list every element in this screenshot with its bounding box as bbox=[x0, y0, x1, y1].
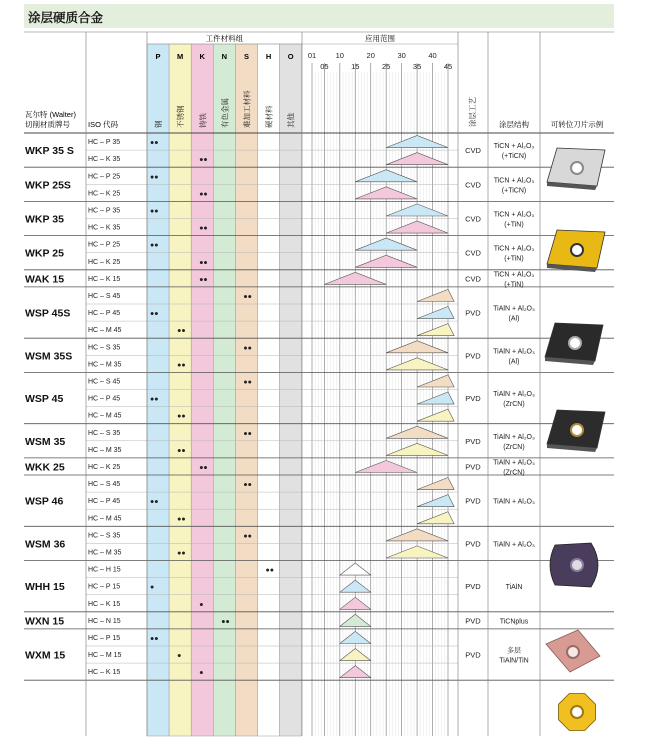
iso-code: HC – H 15 bbox=[88, 566, 121, 574]
material-letter-S: S bbox=[243, 52, 249, 61]
material-column-P bbox=[147, 44, 169, 736]
iso-code: HC – M 15 bbox=[88, 652, 122, 660]
material-name-M: 不锈钢 bbox=[176, 105, 186, 128]
coating-process: PVD bbox=[465, 539, 481, 549]
grade-name: WKP 25 bbox=[25, 247, 64, 260]
material-column-H bbox=[258, 44, 280, 736]
application-range-band bbox=[340, 631, 371, 643]
coating-process: PVD bbox=[465, 582, 481, 592]
suitability-dot: ●● bbox=[199, 156, 208, 164]
iso-code: HC – S 45 bbox=[88, 292, 121, 300]
grade-name: WAK 15 bbox=[25, 273, 65, 286]
coating-structure: (Al) bbox=[508, 315, 520, 323]
coating-structure: TiAlN + Al₂O₃ bbox=[493, 459, 535, 467]
suitability-dot: ●● bbox=[177, 549, 186, 557]
iso-code: HC – P 45 bbox=[88, 395, 121, 403]
coating-structure: TiCN + Al₂O₃ bbox=[493, 271, 535, 279]
iso-code: HC – M 45 bbox=[88, 412, 122, 420]
suitability-dot: ●● bbox=[199, 190, 208, 198]
suitability-dot: ●● bbox=[265, 567, 274, 575]
insert-pink-square-icon bbox=[546, 630, 600, 672]
grade-name: WSM 35S bbox=[25, 350, 73, 363]
coating-structure: TiAlN + Al₂O₃ bbox=[493, 498, 535, 506]
iso-code: HC – S 45 bbox=[88, 378, 121, 386]
iso-code: HC – K 15 bbox=[88, 600, 121, 608]
iso-code: HC – S 35 bbox=[88, 532, 121, 540]
coating-process: CVD bbox=[465, 214, 481, 224]
grade-name: WKP 35 bbox=[25, 213, 64, 226]
grade-name: WSM 35 bbox=[25, 435, 66, 448]
coating-structure: (+TiCN) bbox=[501, 187, 527, 195]
material-letter-O: O bbox=[287, 52, 294, 61]
coating-process: CVD bbox=[465, 248, 481, 258]
suitability-dot: ●● bbox=[150, 139, 159, 147]
coating-process: PVD bbox=[465, 650, 481, 660]
suitability-dot: ●● bbox=[150, 498, 159, 506]
suitability-dot: ●● bbox=[150, 310, 159, 318]
material-name-H: 硬材料 bbox=[264, 105, 274, 128]
iso-code: HC – K 35 bbox=[88, 156, 121, 164]
iso-code: HC – M 45 bbox=[88, 515, 122, 523]
scale-label-bottom: 35 bbox=[412, 62, 422, 71]
insert-purple-round-icon bbox=[550, 543, 598, 587]
suitability-dot: ●● bbox=[177, 361, 186, 369]
coating-process: PVD bbox=[465, 394, 481, 404]
material-letter-K: K bbox=[199, 52, 205, 61]
scale-label-top: 20 bbox=[366, 51, 375, 60]
grade-name: WSP 45 bbox=[25, 393, 64, 406]
coating-process: PVD bbox=[465, 308, 481, 318]
iso-code: HC – M 45 bbox=[88, 327, 122, 335]
coating-process: PVD bbox=[465, 351, 481, 361]
scale-label-bottom: 05 bbox=[320, 62, 329, 71]
coating-structure: (+TiCN) bbox=[501, 153, 527, 161]
scale-label-top: 10 bbox=[335, 51, 344, 60]
suitability-dot: ●● bbox=[243, 378, 252, 386]
iso-code: HC – K 25 bbox=[88, 463, 121, 471]
insert-black-bronze-icon-part bbox=[571, 424, 583, 436]
iso-code: HC – P 45 bbox=[88, 310, 121, 318]
coating-process: PVD bbox=[465, 496, 481, 506]
iso-code: HC – P 25 bbox=[88, 241, 121, 249]
coating-structure: TiAlN + Al₂O₃ bbox=[493, 391, 535, 399]
suitability-dot: ●● bbox=[199, 464, 208, 472]
coating-structure: (ZrCN) bbox=[503, 443, 525, 451]
iso-code: HC – M 35 bbox=[88, 361, 122, 369]
material-letter-M: M bbox=[177, 52, 184, 61]
scale-label-top: 40 bbox=[428, 51, 437, 60]
material-column-N bbox=[213, 44, 235, 736]
iso-code: HC – P 35 bbox=[88, 207, 121, 215]
page-title: 涂层硬质合金 bbox=[28, 11, 104, 25]
application-range-band bbox=[340, 580, 371, 592]
grade-name: WSM 36 bbox=[25, 538, 66, 551]
material-letter-N: N bbox=[221, 52, 228, 61]
material-column-S bbox=[235, 44, 257, 736]
application-range-band bbox=[340, 563, 371, 575]
insert-black-bronze-icon bbox=[547, 410, 605, 452]
iso-code: HC – P 45 bbox=[88, 498, 121, 506]
coating-structure: TiAlN + Al₂O₃ bbox=[493, 433, 535, 441]
iso-code: HC – S 35 bbox=[88, 344, 121, 352]
material-name-N: 有色金属 bbox=[220, 98, 230, 128]
material-name-P: 钢 bbox=[154, 120, 164, 128]
suitability-dot: ●● bbox=[150, 207, 159, 215]
insert-gold-rhombic-icon bbox=[547, 230, 605, 272]
material-letter-P: P bbox=[155, 52, 161, 61]
coating-process: PVD bbox=[465, 436, 481, 446]
material-column-M bbox=[169, 44, 191, 736]
coating-structure: TiCNplus bbox=[499, 618, 529, 626]
scale-label-top: 30 bbox=[397, 51, 406, 60]
material-name-K: 铸铁 bbox=[198, 113, 208, 128]
suitability-dot: ●● bbox=[177, 447, 186, 455]
scale-label-bottom: 25 bbox=[382, 62, 391, 71]
suitability-dot: ●● bbox=[243, 532, 252, 540]
suitability-dot: ●● bbox=[243, 293, 252, 301]
header-iso-label: ISO 代码 bbox=[88, 120, 119, 129]
coating-structure: (ZrCN) bbox=[503, 401, 525, 409]
grade-name: WKP 25S bbox=[25, 179, 71, 192]
scale-label-bottom: 45 bbox=[443, 62, 453, 71]
iso-code: HC – K 25 bbox=[88, 258, 121, 266]
coating-structure: TiAlN + Al₂O₃ bbox=[493, 305, 535, 313]
coating-structure: (+TiN) bbox=[504, 281, 524, 289]
coating-process: PVD bbox=[465, 462, 481, 472]
suitability-dot: ● bbox=[150, 584, 155, 592]
iso-code: HC – P 25 bbox=[88, 173, 121, 181]
insert-purple-round-icon-part bbox=[571, 559, 583, 571]
insert-gold-octagon-icon bbox=[559, 694, 596, 731]
insert-grey-rhombic-icon-part bbox=[571, 162, 583, 174]
coating-structure: TiAlN bbox=[505, 584, 523, 592]
grade-name: WHH 15 bbox=[25, 581, 65, 594]
material-name-O: 其他 bbox=[286, 113, 296, 128]
grade-name: WXN 15 bbox=[25, 615, 65, 628]
iso-code: HC – K 15 bbox=[88, 669, 121, 677]
application-range-band bbox=[340, 614, 371, 626]
insert-pink-square-icon-part bbox=[567, 646, 579, 658]
suitability-dot: ●● bbox=[150, 173, 159, 181]
coating-structure: (ZrCN) bbox=[503, 469, 525, 477]
iso-code: HC – M 35 bbox=[88, 549, 122, 557]
suitability-dot: ●● bbox=[150, 635, 159, 643]
iso-code: HC – N 15 bbox=[88, 617, 121, 625]
grade-name: WSP 46 bbox=[25, 495, 64, 508]
insert-black-rhombic-icon bbox=[545, 323, 603, 365]
coating-structure: TiCN + Al₂O₃ bbox=[493, 177, 535, 185]
material-letter-H: H bbox=[265, 52, 272, 61]
suitability-dot: ● bbox=[177, 652, 182, 660]
grade-name: WSP 45S bbox=[25, 307, 71, 320]
suitability-dot: ●● bbox=[150, 396, 159, 404]
material-name-S: 难加工材料 bbox=[242, 90, 252, 128]
header-coating-structure: 涂层结构 bbox=[499, 120, 529, 129]
iso-code: HC – M 35 bbox=[88, 446, 122, 454]
insert-gold-rhombic-icon-part bbox=[571, 244, 583, 256]
suitability-dot: ●● bbox=[177, 413, 186, 421]
coating-structure: 多层 bbox=[507, 647, 521, 655]
coating-structure: TiCN + Al₂O₃ bbox=[493, 245, 535, 253]
suitability-dot: ●● bbox=[177, 515, 186, 523]
scale-label-bottom: 15 bbox=[351, 62, 360, 71]
iso-code: HC – K 15 bbox=[88, 275, 121, 283]
suitability-dot: ●● bbox=[221, 618, 230, 626]
suitability-dot: ●● bbox=[199, 276, 208, 284]
material-column-O bbox=[280, 44, 302, 736]
application-range-band bbox=[340, 649, 371, 661]
header-application-range: 应用范围 bbox=[365, 34, 395, 43]
insert-black-rhombic-icon-part bbox=[569, 337, 581, 349]
iso-code: HC – S 45 bbox=[88, 481, 121, 489]
coating-process: CVD bbox=[465, 180, 481, 190]
iso-code: HC – K 35 bbox=[88, 224, 121, 232]
iso-code: HC – K 25 bbox=[88, 190, 121, 198]
suitability-dot: ●● bbox=[243, 344, 252, 352]
coating-process: CVD bbox=[465, 274, 481, 284]
material-column-K bbox=[191, 44, 213, 736]
coating-structure: (+TiN) bbox=[504, 221, 524, 229]
application-range-band bbox=[340, 666, 371, 678]
coating-process: PVD bbox=[465, 616, 481, 626]
header-insert-example: 可转位刀片示例 bbox=[550, 120, 604, 129]
coating-structure: (Al) bbox=[508, 358, 520, 366]
coating-process: CVD bbox=[465, 146, 481, 156]
iso-code: HC – P 15 bbox=[88, 583, 121, 591]
header-grade-label-2: 切削材质牌号 bbox=[25, 120, 70, 129]
suitability-dot: ● bbox=[199, 601, 204, 609]
scale-label-top: 01 bbox=[307, 51, 317, 60]
grade-name: WKP 35 S bbox=[25, 145, 74, 158]
suitability-dot: ●● bbox=[150, 242, 159, 250]
suitability-dot: ●● bbox=[199, 259, 208, 267]
suitability-dot: ●● bbox=[243, 481, 252, 489]
suitability-dot: ● bbox=[199, 669, 204, 677]
suitability-dot: ●● bbox=[243, 430, 252, 438]
application-range-band bbox=[340, 597, 371, 609]
grade-name: WKK 25 bbox=[25, 461, 65, 474]
coating-structure: TiCN + Al₂O₃ bbox=[493, 143, 535, 151]
insert-gold-octagon-icon-part bbox=[571, 706, 583, 718]
iso-code: HC – P 15 bbox=[88, 634, 121, 642]
insert-grey-rhombic-icon bbox=[547, 148, 605, 190]
header-material-group: 工件材料组 bbox=[205, 34, 244, 43]
suitability-dot: ●● bbox=[177, 327, 186, 335]
iso-code: HC – S 35 bbox=[88, 429, 121, 437]
header-grade-label-1: 瓦尔特 (Walter) bbox=[25, 110, 76, 119]
grade-name: WXM 15 bbox=[25, 649, 66, 662]
coating-structure: TiAlN + Al₂O₃ bbox=[493, 348, 535, 356]
coating-structure: (+TiN) bbox=[504, 255, 524, 263]
header-coating-process: 涂层工艺 bbox=[468, 97, 477, 127]
iso-code: HC – P 35 bbox=[88, 139, 121, 147]
coating-structure: TiAlN/TiN bbox=[499, 657, 529, 665]
coating-structure: TiAlN + Al₂O₃ bbox=[493, 541, 535, 549]
coating-structure: TiCN + Al₂O₃ bbox=[493, 211, 535, 219]
suitability-dot: ●● bbox=[199, 225, 208, 233]
